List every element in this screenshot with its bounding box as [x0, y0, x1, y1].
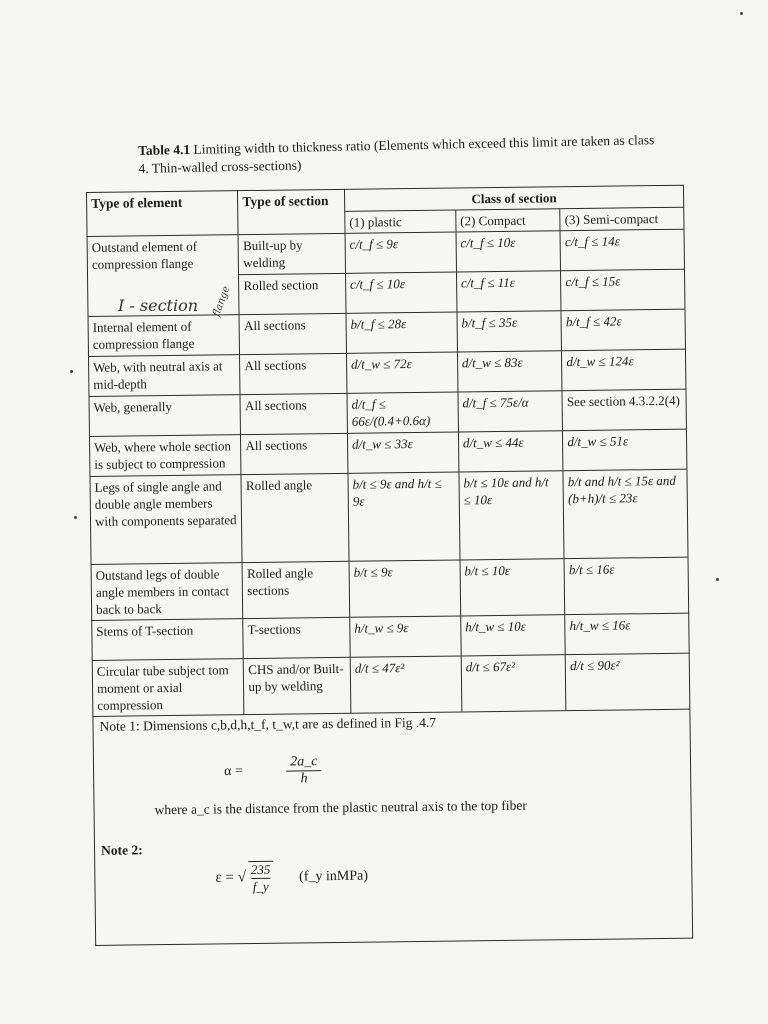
table-caption	[138, 131, 659, 178]
header-class-of-section: Class of section	[344, 185, 683, 211]
row-section: All sections	[241, 433, 348, 474]
row-section: CHS and/or Built-up by welding	[244, 657, 351, 714]
row-section: All sections	[239, 313, 346, 354]
row-section: Rolled section	[239, 273, 346, 314]
limiting-ratio-table	[86, 185, 690, 717]
alpha-denominator: h	[300, 771, 308, 787]
row-compact: d/t_w ≤ 44ε	[458, 431, 563, 472]
header-plastic: (1) plastic	[345, 210, 456, 233]
row-section: Built-up by welding	[238, 233, 345, 274]
row-compact: d/t ≤ 67ε²	[461, 655, 566, 712]
row-element: Web, where whole section is subject to compression	[89, 435, 241, 477]
row-compact: c/t_f ≤ 10ε	[456, 231, 561, 272]
row-section: All sections	[240, 353, 347, 394]
row-element: Web, generally	[89, 395, 241, 437]
note-1: Note 1: Dimensions c,b,d,h,t_f, t_w,t are as defined in Fig .4.7	[99, 714, 437, 734]
row-plastic: c/t_f ≤ 9ε	[345, 232, 456, 273]
sqrt-sign-icon: √	[237, 869, 246, 886]
row-semi-compact: b/t ≤ 16ε	[564, 557, 688, 615]
row-semi-compact: b/t_f ≤ 42ε	[561, 309, 685, 351]
row-section: T-sections	[243, 617, 350, 658]
epsilon-lhs: ε =	[215, 869, 235, 886]
row-compact: d/t_w ≤ 83ε	[457, 351, 562, 392]
row-section: All sections	[240, 393, 347, 434]
scan-speck	[740, 12, 743, 15]
row-plastic: b/t ≤ 9ε	[349, 560, 461, 617]
row-semi-compact: d/t_w ≤ 51ε	[563, 429, 687, 471]
caption-label: Table 4.1	[138, 141, 191, 158]
alpha-equation	[224, 754, 322, 788]
handwritten-flange-note: flange	[211, 284, 233, 319]
row-element: Legs of single angle and double angle members with components separated	[90, 475, 242, 565]
row-semi-compact: b/t and h/t ≤ 15ε and (b+h)/t ≤ 23ε	[563, 469, 688, 559]
epsilon-numerator: 235	[250, 861, 271, 878]
row-element: Web, with neutral axis at mid-depth	[89, 355, 241, 397]
header-semi-compact: (3) Semi-compact	[560, 207, 684, 231]
row-compact: b/t_f ≤ 35ε	[457, 311, 562, 352]
row-element: Outstand legs of double angle members in contact back to back	[91, 563, 243, 621]
row-compact: c/t_f ≤ 11ε	[456, 271, 561, 312]
row-semi-compact: h/t_w ≤ 16ε	[565, 613, 689, 655]
alpha-numerator: 2a_c	[286, 754, 321, 771]
where-text: where a_c is the distance from the plastic neutral axis to the top fiber	[154, 797, 527, 818]
epsilon-denominator: f_y	[252, 878, 269, 895]
row-compact: b/t ≤ 10ε	[460, 559, 565, 616]
alpha-lhs: α =	[223, 763, 243, 780]
alpha-fraction	[286, 754, 322, 787]
table-row	[90, 469, 688, 564]
row-semi-compact: See section 4.3.2.2(4)	[562, 389, 686, 431]
row-element: Circular tube subject tom moment or axial compression	[92, 659, 244, 717]
row-compact: h/t_w ≤ 10ε	[461, 615, 566, 656]
row-plastic: h/t_w ≤ 9ε	[350, 616, 461, 657]
header-compact: (2) Compact	[456, 209, 561, 232]
scan-speck	[74, 516, 77, 519]
row-plastic: d/t ≤ 47ε²	[350, 656, 462, 713]
header-type-of-section: Type of section	[238, 189, 345, 234]
row-compact: d/t_f ≤ 75ε/α	[458, 391, 563, 432]
row-element: Stems of T-section	[92, 619, 244, 661]
row-plastic: d/t_w ≤ 33ε	[347, 432, 458, 473]
header-type-of-element: Type of element	[87, 191, 239, 237]
row-section: Rolled angle	[241, 473, 349, 562]
notes-section	[92, 710, 693, 946]
row-semi-compact: c/t_f ≤ 15ε	[561, 269, 685, 311]
epsilon-equation	[215, 860, 368, 896]
row-element: Outstand element of compression flange	[87, 235, 239, 317]
epsilon-unit: (f_y inMPa)	[299, 869, 369, 885]
handwritten-section-note: I - section	[118, 296, 199, 315]
row-semi-compact: c/t_f ≤ 14ε	[560, 229, 684, 271]
epsilon-root	[248, 861, 274, 895]
caption-text: Limiting width to thickness ratio (Elements which exceed this limit are taken as class 4. Thin-walled cross-sections)	[138, 132, 655, 176]
row-semi-compact: d/t ≤ 90ε²	[565, 653, 689, 711]
row-plastic: d/t_w ≤ 72ε	[346, 352, 457, 393]
scan-speck	[716, 578, 719, 581]
note-2: Note 2:	[100, 842, 143, 858]
row-plastic: c/t_f ≤ 10ε	[345, 272, 456, 313]
table-row	[92, 653, 690, 716]
row-section: Rolled angle sections	[242, 561, 349, 618]
table-row	[91, 557, 689, 620]
row-plastic: b/t ≤ 9ε and h/t ≤ 9ε	[348, 472, 460, 561]
row-element: Internal element of compression flange	[88, 315, 240, 357]
row-plastic: d/t_f ≤ 66ε/(0.4+0.6α)	[347, 392, 458, 433]
row-plastic: b/t_f ≤ 28ε	[346, 312, 457, 353]
row-semi-compact: d/t_w ≤ 124ε	[562, 349, 686, 391]
scan-speck	[70, 370, 73, 373]
row-compact: b/t ≤ 10ε and h/t ≤ 10ε	[459, 471, 565, 560]
